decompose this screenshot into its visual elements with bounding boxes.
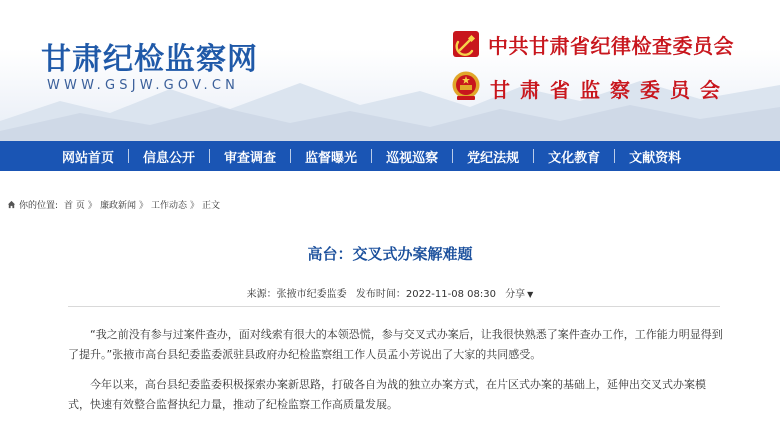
meta-divider (68, 306, 720, 307)
nav-item-education[interactable]: 文化教育 (548, 150, 601, 166)
nav-item-info-disclosure[interactable]: 信息公开 (143, 150, 196, 166)
breadcrumb-separator: 》 (138, 201, 148, 211)
nav-item-documents[interactable]: 文献资料 (629, 150, 682, 166)
breadcrumb (7, 198, 220, 211)
site-url: WWW.GSJW.GOV.CN (47, 78, 240, 93)
org-name-supervisory-commission: 甘肃省监察委员会 (490, 78, 730, 102)
caret-down-icon: ▼ (527, 290, 534, 299)
party-emblem-icon (452, 30, 480, 58)
national-emblem-icon (451, 70, 481, 102)
site-logo-title[interactable]: 甘肃纪检监察网 (41, 42, 258, 77)
breadcrumb-news-link[interactable]: 廉政新闻 (99, 201, 136, 211)
site-header (0, 0, 780, 141)
share-button[interactable] (505, 289, 533, 300)
nav-divider (371, 149, 372, 163)
article-source: 来源：张掖市纪委监委 (246, 289, 347, 300)
nav-divider (452, 149, 453, 163)
nav-divider (614, 149, 615, 163)
breadcrumb-separator: 》 (189, 201, 199, 211)
nav-item-inspection[interactable]: 巡视巡察 (386, 150, 439, 166)
org-name-discipline-commission: 中共甘肃省纪律检查委员会 (488, 34, 734, 58)
share-label: 分享 (505, 289, 526, 300)
nav-item-home[interactable]: 网站首页 (62, 150, 115, 166)
breadcrumb-home-link[interactable]: 首 页 (64, 201, 85, 211)
article-publish-time: 发布时间：2022-11-08 08:30 (355, 289, 496, 300)
nav-divider (128, 149, 129, 163)
nav-item-exposure[interactable]: 监督曝光 (305, 150, 358, 166)
breadcrumb-separator: 》 (87, 201, 97, 211)
nav-item-regulations[interactable]: 党纪法规 (467, 150, 520, 166)
article-meta (0, 285, 780, 300)
nav-item-investigation[interactable]: 审查调查 (224, 150, 277, 166)
breadcrumb-current: 正文 (202, 201, 221, 211)
nav-divider (209, 149, 210, 163)
home-icon (7, 200, 16, 209)
article-paragraph: “我之前没有参与过案件查办，面对线索有很大的本领恐慌，参与交叉式办案后，让我很快熟悉了案件查办工作，工作能力明显得到了提升。”张掖市高台县纪委监委派驻县政府办纪检监察组工作人员孟小芳说出了大家的共同感受。 (68, 328, 723, 361)
article-title: 高台：交叉式办案解难题 (307, 245, 473, 263)
article-paragraph: 今年以来，高台县纪委监委积极探索办案新思路，打破各自为战的独立办案方式，在片区式办案的基础上，延伸出交叉式办案模式，快速有效整合监督执纪力量，推动了纪检监察工作高质量发展。 (68, 378, 706, 411)
breadcrumb-prefix: 你的位置: (19, 201, 59, 211)
breadcrumb-work-updates-link[interactable]: 工作动态 (150, 201, 187, 211)
nav-divider (533, 149, 534, 163)
main-nav (0, 141, 780, 171)
nav-divider (290, 149, 291, 163)
